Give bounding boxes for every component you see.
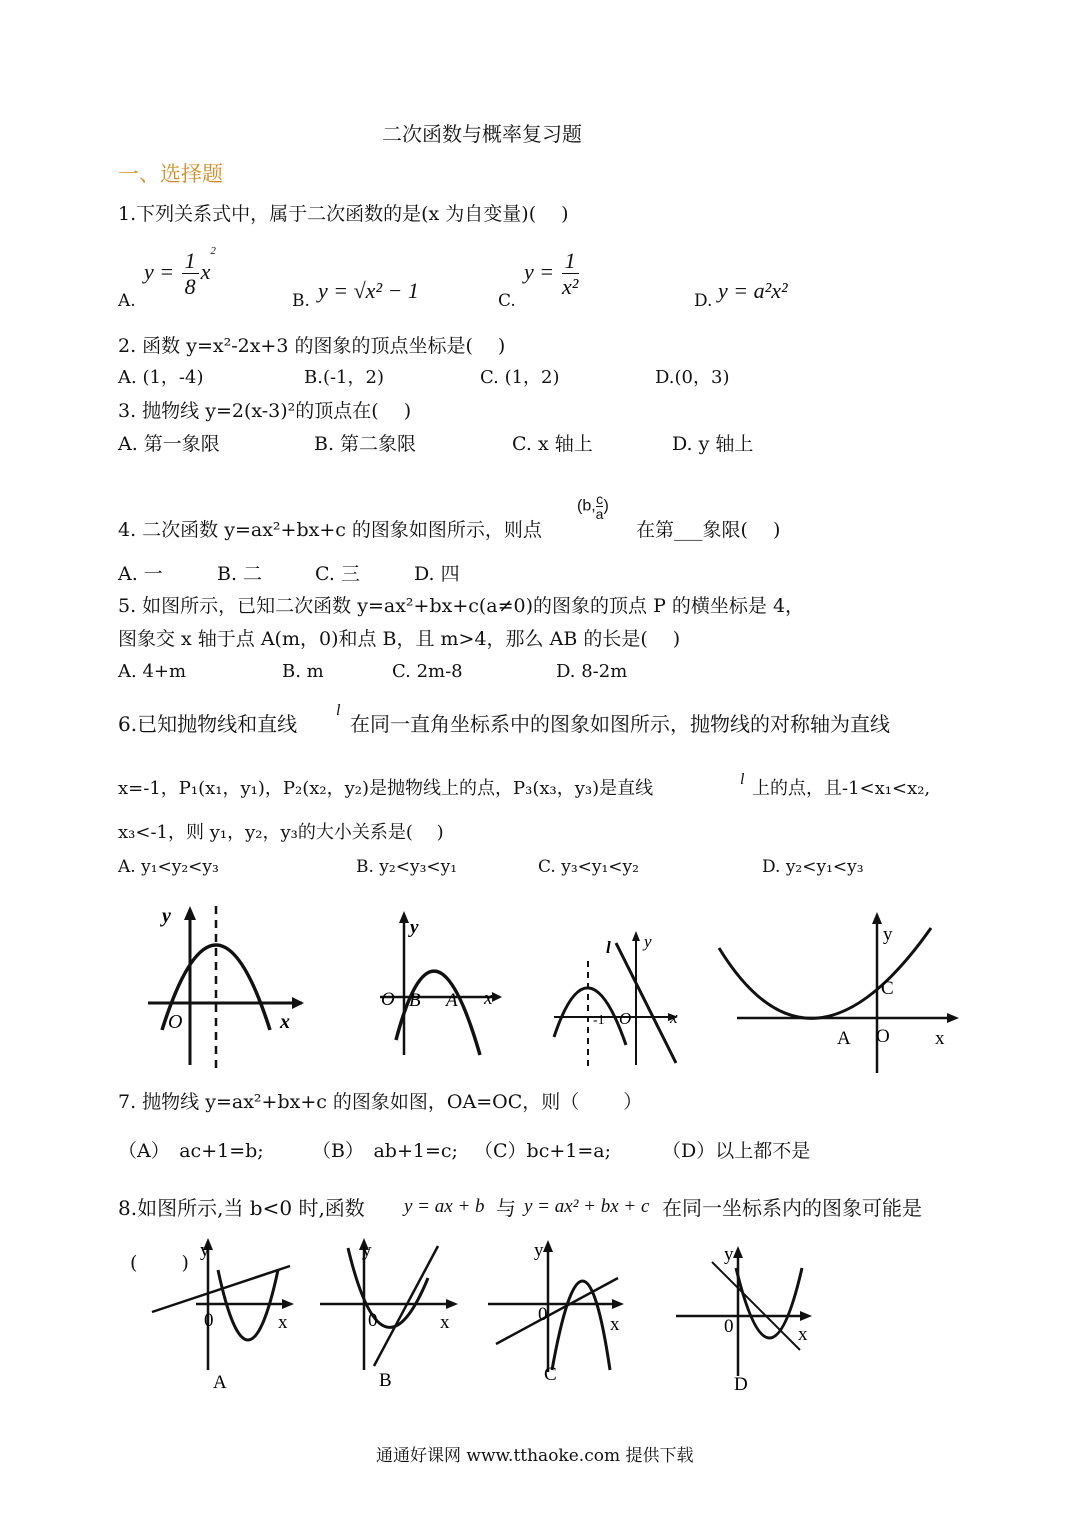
- q8-stem-end: 在同一坐标系内的图象可能是: [662, 1196, 922, 1220]
- q8-linear-function: y = ax + b: [404, 1196, 485, 1217]
- q5-stem-line2: 图象交 x 轴于点 A(m，0)和点 B，且 m>4，那么 AB 的长是( ): [118, 628, 681, 650]
- q5-option-d: D. 8-2m: [556, 661, 628, 682]
- q6-line-symbol-2: l: [740, 771, 745, 788]
- fig-b-x-label: x: [440, 1312, 450, 1333]
- fig-c-x-label: x: [610, 1314, 620, 1335]
- g4-x-label: x: [935, 1028, 945, 1049]
- q8-quadratic-function: y = ax² + bx + c: [524, 1196, 650, 1217]
- fig-d-option-label: D: [734, 1374, 748, 1395]
- g3-y-label: y: [644, 932, 652, 951]
- q7-option-d: （D）以上都不是: [662, 1140, 811, 1162]
- g2-y-label: y: [410, 917, 419, 938]
- figure-q6-graph: [548, 925, 688, 1070]
- q6-option-d: D. y₂<y₁<y₃: [762, 857, 864, 877]
- q6-option-a: A. y₁<y₂<y₃: [118, 857, 219, 877]
- fig-a-y-label: y: [200, 1240, 210, 1261]
- fig-b-option-label: B: [379, 1370, 392, 1391]
- g1-origin-label: O: [168, 1011, 183, 1033]
- q6-stem-line1-start: 6.已知抛物线和直线: [118, 712, 298, 736]
- q1-option-d-label: D.: [694, 291, 713, 311]
- figure-q8-option-d: [674, 1238, 824, 1398]
- figure-q4-graph: [140, 900, 310, 1070]
- fig-d-y-label: y: [724, 1244, 734, 1265]
- q6-stem-line2: x=-1，P₁(x₁，y₁)，P₂(x₂，y₂)是抛物线上的点，P₃(x₃，y₃)是直线: [118, 778, 654, 799]
- q3-stem: 3. 抛物线 y=2(x-3)²的顶点在( ): [118, 400, 412, 422]
- fig-a-x-label: x: [278, 1312, 288, 1333]
- q5-option-a: A. 4+m: [118, 661, 187, 682]
- q4-stem-end: 在第___象限( ): [636, 519, 781, 541]
- fig-d-x-label: x: [798, 1324, 808, 1345]
- q3-option-c: C. x 轴上: [512, 433, 593, 455]
- q2-option-b: B.(-1，2): [304, 367, 384, 388]
- q8-stem-start: 8.如图所示,当 b<0 时,函数: [118, 1196, 365, 1220]
- page-footer: 通通好课网 www.tthaoke.com 提供下载: [376, 1446, 694, 1466]
- g3-minus-one-label: -1: [593, 1013, 605, 1028]
- fig-b-origin-label: 0: [368, 1310, 378, 1331]
- q2-option-d: D.(0，3): [655, 367, 730, 388]
- q6-stem-line3: x₃<-1，则 y₁，y₂，y₃的大小关系是( ): [118, 822, 444, 843]
- q1-option-c-label: C.: [498, 291, 516, 311]
- figure-q8-option-b: [318, 1230, 468, 1390]
- g4-point-c-label: C: [881, 978, 894, 999]
- q5-option-c: C. 2m-8: [392, 661, 463, 682]
- fig-c-option-label: C: [544, 1364, 557, 1385]
- g2-origin-label: O: [381, 989, 395, 1010]
- g2-x-label: x: [484, 988, 493, 1009]
- q4-option-d: D. 四: [414, 563, 460, 585]
- q4-option-b: B. 二: [217, 563, 263, 585]
- g3-x-label: x: [670, 1008, 678, 1027]
- q7-option-a: （A） ac+1=b;: [118, 1140, 264, 1162]
- g1-x-label: x: [280, 1011, 290, 1033]
- page-title: 二次函数与概率复习题: [382, 122, 582, 146]
- q1-stem: 1.下列关系式中，属于二次函数的是(x 为自变量)( ): [118, 203, 569, 225]
- q7-stem: 7. 抛物线 y=ax²+bx+c 的图象如图，OA=OC，则（ ）: [118, 1091, 643, 1113]
- q6-line-symbol: l: [336, 702, 341, 719]
- figure-q8-option-a: [148, 1230, 298, 1400]
- q1-option-b-formula: y = √x² − 1: [318, 278, 419, 303]
- q6-option-c: C. y₃<y₁<y₂: [538, 857, 639, 877]
- g1-y-label: y: [162, 905, 171, 927]
- q1-option-d-formula: y = a²x²: [718, 278, 788, 303]
- q8-stem-mid: 与: [496, 1196, 516, 1220]
- q4-option-a: A. 一: [118, 563, 163, 585]
- q6-stem-line1-end: 在同一直角坐标系中的图象如图所示，抛物线的对称轴为直线: [350, 712, 890, 736]
- fig-a-origin-label: 0: [204, 1310, 214, 1331]
- g3-origin-label: O: [619, 1009, 632, 1028]
- q3-option-b: B. 第二象限: [314, 433, 417, 455]
- q2-option-c: C. (1，2): [480, 367, 560, 388]
- q1-option-a-label: A.: [118, 291, 136, 311]
- figure-q7-graph: [715, 908, 965, 1078]
- q3-option-a: A. 第一象限: [118, 433, 220, 455]
- q7-option-c: （C）bc+1=a;: [474, 1140, 611, 1162]
- g2-point-b-label: B: [409, 990, 421, 1011]
- q6-stem-line2-end: 上的点，且-1<x₁<x₂,: [752, 778, 931, 799]
- g3-line-label: l: [606, 938, 611, 957]
- g4-y-label: y: [883, 924, 893, 945]
- figure-q5-graph: [372, 905, 512, 1055]
- g4-point-a-label: A: [837, 1028, 851, 1049]
- q1-option-c-formula: y = $\frac{1}{\text{x²}}$: [524, 248, 579, 300]
- q3-option-d: D. y 轴上: [672, 433, 754, 455]
- q4-point: (b, $\frac{c}{a}$ ): [577, 491, 609, 522]
- q4-stem: 4. 二次函数 y=ax²+bx+c 的图象如图所示，则点: [118, 519, 542, 541]
- g2-point-a-label: A: [446, 990, 458, 1011]
- q4-option-c: C. 三: [315, 563, 360, 585]
- q2-option-a: A. (1，-4): [118, 367, 204, 388]
- q5-stem-line1: 5. 如图所示，已知二次函数 y=ax²+bx+c(a≠0)的图象的顶点 P 的横坐标是 4，: [118, 595, 805, 617]
- fig-c-y-label: y: [534, 1240, 544, 1261]
- fig-a-option-label: A: [213, 1372, 227, 1393]
- q6-option-b: B. y₂<y₃<y₁: [356, 857, 458, 877]
- q8-answer-paren: ( ): [130, 1252, 189, 1274]
- q2-stem: 2. 函数 y=x²-2x+3 的图象的顶点坐标是( ): [118, 335, 506, 357]
- fig-d-origin-label: 0: [724, 1316, 734, 1337]
- q7-option-b: （B） ab+1=c;: [312, 1140, 458, 1162]
- q1-option-b-label: B.: [292, 291, 310, 311]
- section-heading: 一、选择题: [118, 162, 223, 186]
- q1-option-a-formula: y = $\frac{1}{8}$ $x^2$: [144, 245, 216, 300]
- q5-option-b: B. m: [282, 661, 324, 682]
- fig-c-origin-label: 0: [538, 1304, 548, 1325]
- figure-q8-option-c: [486, 1232, 636, 1392]
- fig-b-y-label: y: [362, 1240, 372, 1261]
- g4-origin-label: O: [876, 1026, 890, 1047]
